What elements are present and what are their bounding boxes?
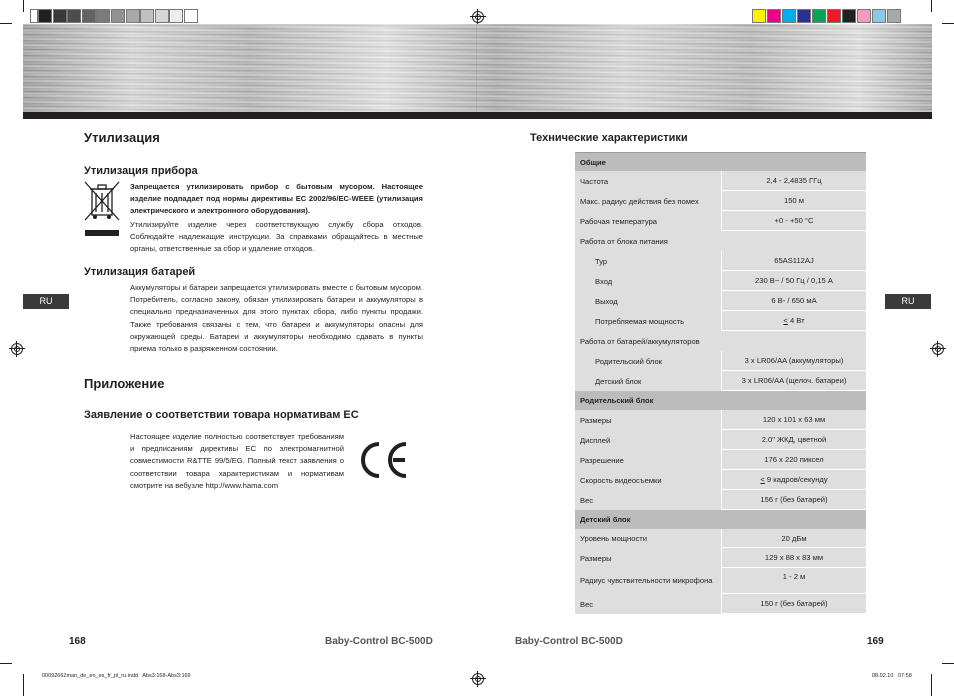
process-swatch	[887, 9, 901, 23]
crop-mark	[0, 663, 12, 664]
spec-value: 2.0" ЖКД, цветной	[721, 430, 866, 450]
spec-label: Радиус чувствительности микрофона	[575, 568, 721, 594]
spec-value: 20 дБм	[721, 529, 866, 548]
language-tab-right: RU	[885, 294, 931, 309]
table-section-header	[575, 391, 866, 410]
gray-swatch	[184, 9, 198, 23]
disposal-title: Утилизация	[84, 130, 160, 145]
process-swatch	[752, 9, 766, 23]
crop-mark	[931, 0, 932, 12]
spec-label: Работа от блока питания	[575, 231, 866, 251]
table-row	[575, 490, 866, 510]
gray-swatch	[126, 9, 140, 23]
crossed-bin-icon	[83, 180, 121, 237]
table-row	[575, 410, 866, 430]
spec-value: +0 - +50 °C	[721, 211, 866, 231]
slug-date: 08.02.10 07:58	[872, 673, 912, 679]
gray-swatch	[140, 9, 154, 23]
spec-label: Рабочая температура	[575, 211, 721, 231]
table-row	[575, 470, 866, 490]
slug-filename: 00092662man_de_en_es_fr_pl_ru.indd Abs3:168-Abs3:169	[42, 673, 191, 679]
page-number-right: 169	[867, 636, 884, 647]
spec-label: Частота	[575, 171, 721, 191]
gray-swatch	[53, 9, 67, 23]
appendix-title: Приложение	[84, 376, 165, 391]
spec-value: 3 x LR06/AA (аккумуляторы)	[721, 351, 866, 371]
spec-value: 1 - 2 м	[721, 568, 866, 594]
gray-swatch	[38, 9, 52, 23]
section-label: Родительский блок	[575, 391, 866, 410]
less-equal-sign: <	[760, 475, 765, 484]
table-row	[575, 430, 866, 450]
process-swatch	[857, 9, 871, 23]
gray-swatch	[111, 9, 125, 23]
table-row	[575, 351, 866, 371]
spec-label: Выход	[575, 291, 721, 311]
spec-value: 156 г (без батарей)	[721, 490, 866, 510]
battery-disposal-title: Утилизация батарей	[84, 266, 196, 278]
process-swatch	[767, 9, 781, 23]
gray-swatch	[155, 9, 169, 23]
table-row	[575, 311, 866, 331]
spec-value: 6 В- / 650 мА	[721, 291, 866, 311]
spec-value-text: 4 Вт	[787, 316, 805, 325]
table-row	[575, 371, 866, 391]
table-row	[575, 291, 866, 311]
registration-mark-icon	[472, 11, 484, 23]
process-swatch	[812, 9, 826, 23]
registration-mark-icon	[932, 343, 944, 355]
spec-label: Дисплей	[575, 430, 721, 450]
table-row	[575, 568, 866, 594]
section-label: Общие	[575, 153, 866, 171]
spec-label: Родительский блок	[575, 351, 721, 371]
crop-mark	[23, 0, 24, 12]
table-section-header	[575, 153, 866, 171]
gray-swatch	[30, 9, 38, 23]
footer-model-left: Baby-Control BC-500D	[325, 636, 433, 647]
battery-disposal-text: Аккумуляторы и батареи запрещается утилизировать вместе с бытовым мусором. Потребитель, согласно закону, обязан утилизировать батареи и аккумуляторы в специально предназначенных для этого пунктах сбора, либо пункты продажи. Также требования связаны с тем, что батареи и аккумуляторы опасны для окружающей среды. Батареи и аккумуляторы необходимо сдавать в пункты приема только в разряженном состоянии.	[130, 283, 423, 354]
banner-spine	[476, 24, 477, 112]
table-row	[575, 548, 866, 568]
table-row	[575, 594, 866, 614]
process-swatch	[842, 9, 856, 23]
device-disposal-warning: Запрещается утилизировать прибор с бытовым мусором. Настоящее изделие подпадает под нормы директивы ЕС 2002/96/ЕС-WEEE (утилизация электрического и электронного оборудования).	[130, 182, 423, 216]
spec-value	[721, 470, 866, 490]
specs-table	[575, 152, 866, 614]
gray-swatch	[67, 9, 81, 23]
banner-bottom-bar	[23, 112, 932, 119]
less-equal-sign: <	[783, 316, 788, 325]
spec-label: Скорость видеосъемки	[575, 470, 721, 490]
spec-label: Тур	[575, 251, 721, 271]
spec-value: 176 x 220 пиксел	[721, 450, 866, 470]
spec-label: Разрешение	[575, 450, 721, 470]
table-row	[575, 171, 866, 191]
crop-mark	[942, 23, 954, 24]
spec-label: Размеры	[575, 410, 721, 430]
registration-mark-icon	[11, 343, 23, 355]
table-row	[575, 211, 866, 231]
specs-title: Технические характеристики	[530, 132, 688, 144]
spec-value: 120 x 101 x 63 мм	[721, 410, 866, 430]
spec-value: 150 м	[721, 191, 866, 211]
table-row	[575, 450, 866, 470]
gray-swatch	[96, 9, 110, 23]
spec-value: 230 В~ / 50 Гц / 0,15 А	[721, 271, 866, 291]
table-section-header	[575, 510, 866, 529]
spec-value: 3 x LR06/AA (щелоч. батареи)	[721, 371, 866, 391]
gray-swatch	[169, 9, 183, 23]
ce-mark-icon	[359, 440, 411, 480]
spec-label: Вес	[575, 594, 721, 614]
spec-label: Вход	[575, 271, 721, 291]
language-tab-left: RU	[23, 294, 69, 309]
spec-label: Макс. радиус действия без помех	[575, 191, 721, 211]
spec-label: Размеры	[575, 548, 721, 568]
table-row	[575, 271, 866, 291]
spec-value: 129 x 88 x 83 мм	[721, 548, 866, 568]
table-row	[575, 191, 866, 211]
spec-label: Детский блок	[575, 371, 721, 391]
device-disposal-text: Утилизируйте изделие через соответствующую службу сбора отходов. Соблюдайте надлежащие инструкции. За справками обращайтесь в местные органы, ответственные за сбор и удаление отходов.	[130, 220, 423, 254]
gray-swatch	[82, 9, 96, 23]
table-row	[575, 251, 866, 271]
spec-value	[721, 311, 866, 331]
footer-model-right: Baby-Control BC-500D	[515, 636, 623, 647]
declaration-title: Заявление о соответствии товара нормативам ЕС	[84, 409, 359, 421]
crop-mark	[931, 674, 932, 696]
brushed-metal-banner	[23, 24, 932, 112]
page-number-left: 168	[69, 636, 86, 647]
process-swatch	[827, 9, 841, 23]
device-disposal-title: Утилизация прибора	[84, 165, 198, 177]
crop-mark	[0, 23, 12, 24]
spec-label: Уровень мощности	[575, 529, 721, 548]
table-row	[575, 231, 866, 251]
spec-value-text: 9 кадров/секунду	[764, 475, 828, 484]
spec-value: 2,4 - 2,4835 ГГц	[721, 171, 866, 191]
spec-label: Работа от батарей/аккумуляторов	[575, 331, 866, 351]
process-swatch	[782, 9, 796, 23]
crop-mark	[942, 663, 954, 664]
registration-mark-icon	[472, 673, 484, 685]
table-row	[575, 529, 866, 548]
spec-value: 65AS112AJ	[721, 251, 866, 271]
declaration-text: Настоящее изделие полностью соответствует требованиям и предписаниям директивы ЕС по электромагнитной совместимости R&TTE 99/5/EG. Полный текст заявления о соответствии товара характеристикам и нормативам смотрите на вебузле http://www.hama.com	[130, 432, 344, 490]
process-swatch	[797, 9, 811, 23]
section-label: Детский блок	[575, 510, 866, 529]
table-row	[575, 331, 866, 351]
crop-mark	[23, 674, 24, 696]
spec-value: 150 г (без батарей)	[721, 594, 866, 614]
process-swatch	[872, 9, 886, 23]
spec-label: Вес	[575, 490, 721, 510]
spec-label: Потребляемая мощность	[575, 311, 721, 331]
